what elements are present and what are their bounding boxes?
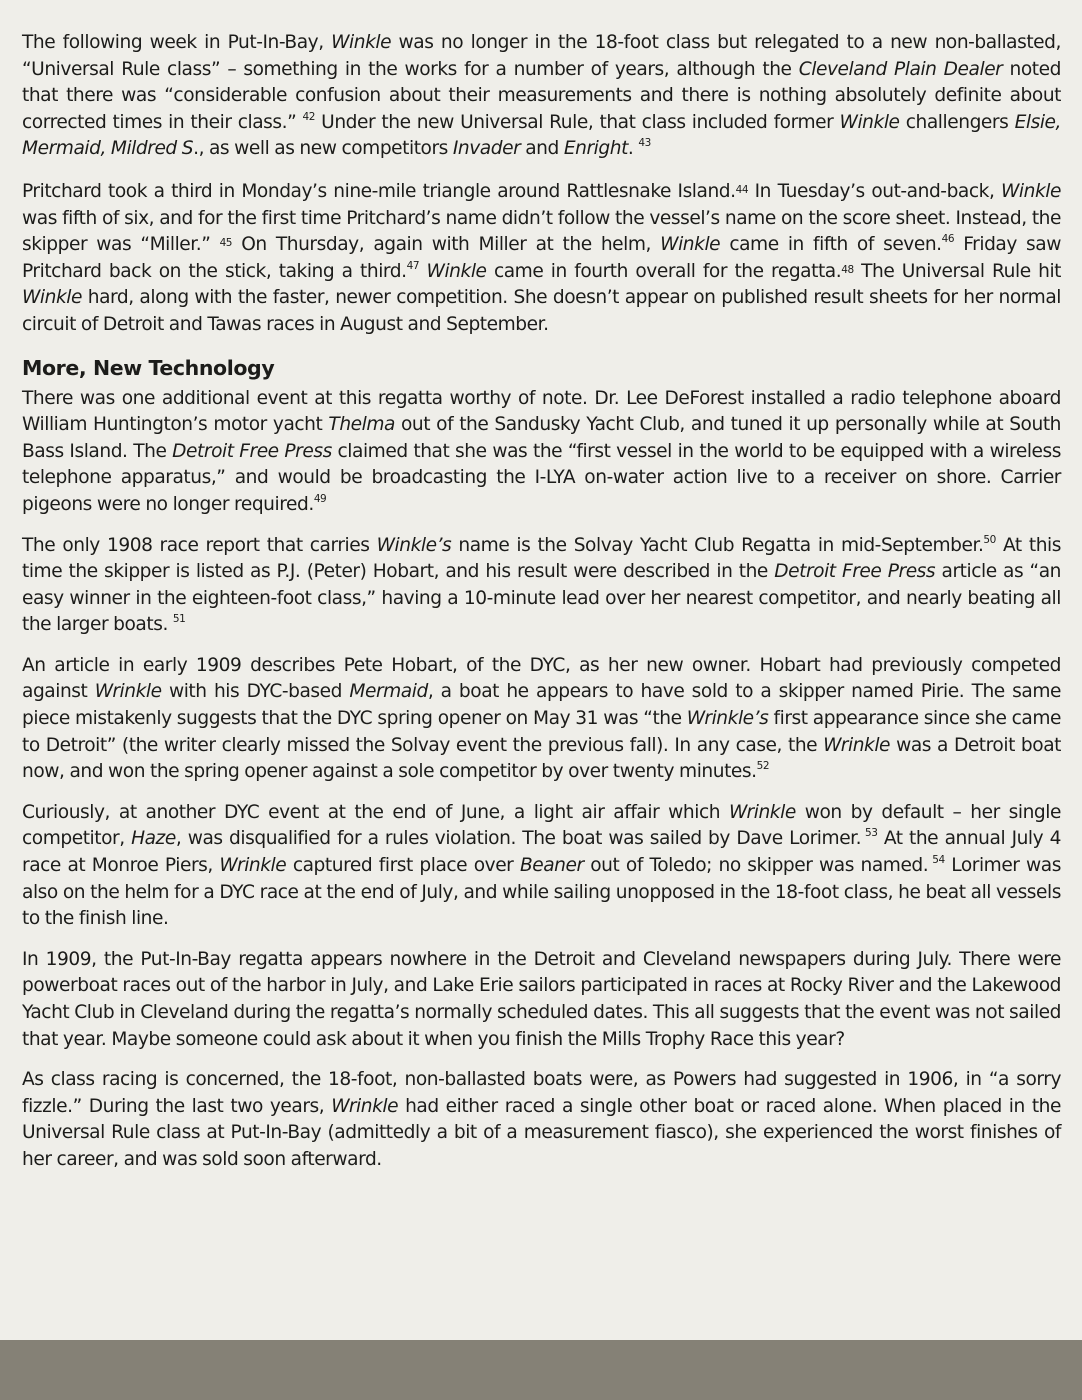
text-run: At this time the skipper is listed as P.J. (Peter) Hobart, and his result were described in the [22, 534, 1061, 583]
text-run: article as “an easy winner in the eighteen-foot class,” having a 10-minute lead over her nearest competitor, and nearly beating all the larger boats. [22, 561, 1062, 636]
italic-title: Beaner [519, 855, 584, 877]
text-run: name is the Solvay Yacht Club Regatta in mid-September. [451, 534, 984, 556]
paragraph [22, 800, 1061, 933]
italic-title: Wrinkle [94, 681, 162, 703]
text-run: The Universal Rule hit [853, 260, 1062, 282]
footnote-ref: 48 [841, 263, 854, 276]
text-run: came in fourth overall for the regatta. [486, 260, 842, 282]
italic-title: Wrinkle [219, 855, 287, 877]
footnote-ref: 53 [861, 827, 878, 840]
text-run: out of Toledo; no skipper was named. [583, 855, 929, 877]
text-run: Curiously, at another DYC event at the end of June, a light air affair which [22, 801, 729, 823]
footnote-ref: 49 [313, 492, 327, 505]
paragraph [22, 30, 1061, 163]
italic-title: Detroit Free Press [774, 561, 936, 583]
paragraph [22, 1067, 1061, 1173]
italic-title: Winkle [426, 260, 487, 282]
footnote-ref: 43 [638, 137, 651, 150]
text-run: In Tuesday’s out-and-back, [748, 180, 1001, 202]
text-run: challengers [899, 111, 1015, 133]
text-run: Friday saw Pritchard back on the stick, taking a third. [22, 234, 1062, 282]
text-run: had either raced a single other boat or raced alone. When placed in the Universal Rule class at Put-In-Bay (admittedly a bit of a measurement fiasco), she experienced the worst finishes of her career, and was sold soon afterward. [22, 1095, 1061, 1170]
footnote-ref: 47 [406, 259, 420, 272]
section-heading: More, New Technology [22, 355, 275, 380]
italic-title: Winkle [331, 32, 392, 53]
italic-title: Enright [563, 138, 628, 160]
text-run: On Thursday, again with Miller at the helm, [232, 234, 661, 256]
text-run: noted that there was “considerable confusion about their measurements and there is nothing absolutely definite about corrected times in their class.” [22, 58, 1061, 133]
text-run: . [627, 138, 639, 160]
text-run: came in fifth of seven. [720, 234, 942, 256]
text-run: Pritchard took a third in Monday’s nine-mile triangle around Rattlesnake Island. [22, 180, 736, 202]
italic-title: Winkle [22, 287, 83, 309]
italic-title: Thelma [328, 414, 395, 436]
text-run: The following week in Put-In-Bay, [22, 32, 332, 53]
italic-title: Winkle [839, 111, 900, 133]
italic-title: Invader [452, 138, 521, 160]
text-run: claimed that she was the “first vessel in the world to be equipped with a wireless telephone apparatus,” and would be broadcasting the I-LYA on-water action live to a receiver on shore. Carrier pigeons were no longer required. [22, 440, 1062, 515]
italic-title: Winkle [1000, 180, 1061, 202]
italic-title: Mermaid [349, 681, 428, 703]
footnote-ref: 54 [928, 854, 945, 867]
italic-title: Haze [131, 828, 176, 850]
text-run: At the annual July 4 race at Monroe Piers, [22, 828, 1061, 877]
text-run: As class racing is concerned, the 18-foot, non-ballasted boats were, as Powers had suggested in 1906, in “a sorry fizzle.” During the last two years, [22, 1069, 1061, 1117]
text-run: first appearance since she came to Detroit” (the writer clearly missed the Solvay event the previous fall). In any case, the [22, 708, 1061, 756]
text-run: An article in early 1909 describes Pete Hobart, of the DYC, as her new owner. Hobart had previously competed against [22, 654, 1061, 703]
text-run: , was disqualified for a rules violation. The boat was sailed by Dave Lorimer. [175, 828, 862, 850]
paragraph [22, 653, 1061, 786]
italic-title: Cleveland Plain Dealer [798, 58, 1003, 80]
italic-title: Wrinkle [331, 1095, 399, 1117]
text-run [419, 261, 426, 282]
text-run: There was one additional event at this regatta worthy of note. Dr. Lee DeForest installed a radio telephone aboard William Huntington’s motor yacht [22, 387, 1061, 436]
paragraph [22, 386, 1061, 519]
text-run: ., as well as new competitors [193, 138, 453, 160]
italic-title: Detroit Free Press [172, 440, 332, 462]
text-run: Lorimer was also on the helm for a DYC race at the end of July, and while sailing unopposed in the 18-foot class, he beat all vessels to the finish line. [22, 855, 1061, 930]
article-body [22, 30, 1061, 1188]
text-run: was no longer in the 18-foot class but relegated to a new non-ballasted, “Universal Rule class” – something in the works for a number of years, although the [22, 32, 1061, 80]
text-run: out of the Sandusky Yacht Club, and tuned it up personally while at South Bass Island. The [22, 414, 1061, 462]
italic-title: Winkle’s [376, 534, 452, 556]
footnote-ref: 51 [172, 613, 186, 626]
text-run: was fifth of six, and for the first time Pritchard’s name didn’t follow the vessel’s name on the score sheet. Instead, the skipper was “Miller.” [22, 207, 1061, 256]
paragraph [22, 533, 1061, 639]
italic-title: Wrinkle [728, 801, 796, 823]
italic-title: Wrinkle’s [686, 708, 769, 730]
footer-band [0, 1340, 1082, 1400]
text-run: hard, along with the faster, newer competition. She doesn’t appear on published result sheets for her normal circuit of Detroit and Tawas races in August and September. [22, 287, 1061, 335]
text-run: Under the new Universal Rule, that class included former [314, 111, 840, 133]
text-run: was a Detroit boat now, and won the spring opener against a sole competitor by over twenty minutes. [22, 734, 1061, 783]
footnote-ref: 44 [735, 183, 749, 196]
italic-title: Winkle [660, 234, 721, 256]
footnote-ref: 45 [219, 237, 233, 250]
footnote-ref: 42 [302, 110, 315, 123]
text-run: , a boat he appears to have sold to a skipper named Pirie. The same piece mistakenly suggests that the DYC spring opener on May 31 was “the [22, 681, 1061, 730]
footnote-ref: 46 [941, 233, 955, 246]
text-run: The only 1908 race report that carries [22, 534, 377, 556]
footnote-ref: 50 [983, 533, 996, 546]
paragraph [22, 947, 1061, 1053]
paragraph [22, 179, 1061, 339]
italic-title: Elsie, Mermaid, Mildred S [22, 111, 1061, 160]
text-run: In 1909, the Put-In-Bay regatta appears nowhere in the Detroit and Cleveland newspapers during July. There were powerboat races out of the harbor in July, and Lake Erie sailors participated in races at Rocky River and the Lakewood Yacht Club in Cleveland during the regatta’s normally scheduled dates. This all suggests that the event was not sailed that year. Maybe someone could ask about it when you finish the Mills Trophy Race this year? [22, 948, 1061, 1050]
italic-title: Wrinkle [823, 734, 891, 756]
footnote-ref: 52 [756, 760, 770, 773]
text-run: and [520, 138, 564, 160]
text-run: won by default – her single competitor, [22, 801, 1061, 850]
text-run: with his DYC-based [161, 681, 350, 703]
text-run: captured first place over [286, 855, 520, 877]
